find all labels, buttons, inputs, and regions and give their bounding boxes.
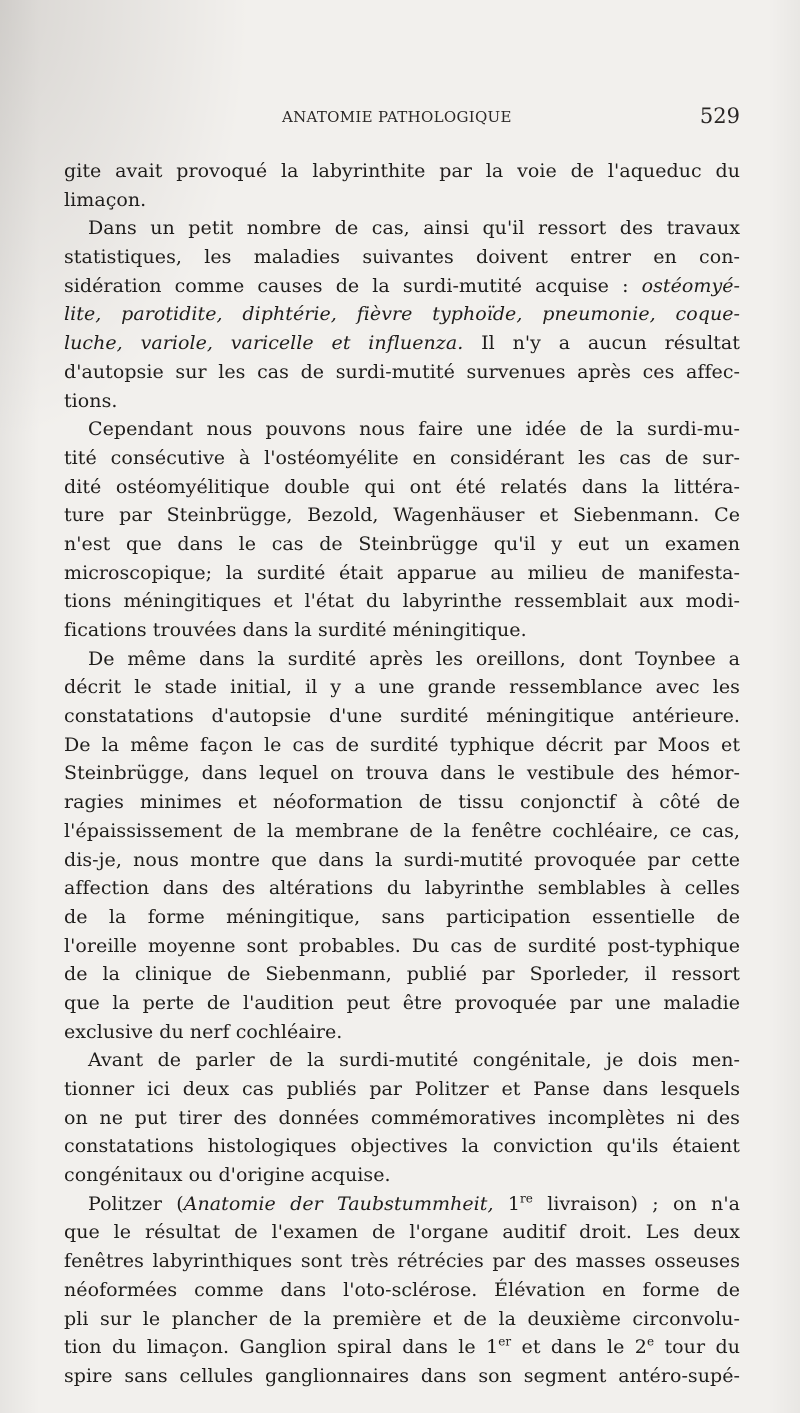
italic-title: Anatomie der Taubstummheit,: [183, 1192, 494, 1215]
text-line: statistiques, les maladies suivantes doivent entrer en con-: [64, 246, 740, 269]
superscript: re: [520, 1191, 533, 1206]
running-title: ANATOMIE PATHOLOGIQUE: [282, 108, 512, 126]
text-line: on ne put tirer des données commémoratives incomplètes ni des: [64, 1106, 740, 1129]
text-line: congénitaux ou d'origine acquise.: [64, 1164, 391, 1187]
text-line: dité ostéomyélitique double qui ont été relatés dans la littéra-: [64, 475, 740, 498]
text-span: Il n'y a aucun résultat: [463, 332, 740, 355]
text-span: livraison) ; on n'a: [532, 1192, 740, 1215]
text-line: ragies minimes et néoformation de tissu conjonctif à côté de: [64, 791, 740, 814]
text-line: affection dans des altérations du labyrinthe semblables à celles: [64, 877, 740, 900]
text-line: [64, 1190, 740, 1219]
text-line: fications trouvées dans la surdité méningitique.: [64, 619, 527, 641]
text-line: néoformées comme dans l'oto-sclérose. Élévation en forme de: [64, 1278, 740, 1301]
text-span: et dans le 2: [511, 1336, 647, 1359]
text-line: fenêtres labyrinthiques sont très rétrécies par des masses osseuses: [64, 1250, 740, 1273]
superscript: e: [646, 1334, 655, 1349]
text-line: de la forme méningitique, sans participation essentielle de: [64, 905, 740, 928]
page-number: 529: [699, 104, 740, 128]
text-line: tions.: [64, 389, 118, 412]
text-line: Steinbrügge, dans lequel on trouva dans le vestibule des hémor-: [64, 762, 740, 785]
text-line: [64, 272, 740, 301]
text-line: [64, 329, 740, 358]
text-span: Politzer (: [88, 1192, 184, 1215]
italic-term: luche, variole, varicelle et influenza.: [64, 332, 464, 355]
text-line: gite avait provoqué la labyrinthite par la voie de l'aqueduc du: [64, 160, 740, 182]
text-line: constatations d'autopsie d'une surdité méningitique antérieure.: [64, 705, 740, 728]
page-header: [64, 104, 740, 134]
text-line: De la même façon le cas de surdité typhique décrit par Moos et: [64, 733, 740, 756]
text-line: limaçon.: [64, 188, 147, 211]
text-span: sidération comme causes de la surdi-mutité acquise :: [64, 274, 642, 297]
text-line: n'est que dans le cas de Steinbrügge qu'il y eut un examen: [64, 532, 740, 555]
text-line: exclusive du nerf cochléaire.: [64, 1020, 343, 1043]
text-line: Cependant nous pouvons nous faire une idée de la surdi-mu-: [88, 418, 740, 441]
text-line: tionner ici deux cas publiés par Politzer et Panse dans lesquels: [64, 1078, 740, 1100]
text-line: l'épaississement de la membrane de la fenêtre cochléaire, ce cas,: [64, 819, 740, 842]
text-line: microscopique; la surdité était apparue au milieu de manifesta-: [64, 561, 740, 584]
text-line: [64, 1333, 740, 1362]
text-line: pli sur le plancher de la première et de la deuxième circonvolu-: [64, 1307, 740, 1330]
body-text: [64, 157, 740, 1391]
text-line: constatations histologiques objectives la conviction qu'ils étaient: [64, 1135, 740, 1158]
superscript: er: [498, 1334, 512, 1349]
text-line: que le résultat de l'examen de l'organe auditif droit. Les deux: [64, 1221, 740, 1244]
text-line: l'oreille moyenne sont probables. Du cas de surdité post-typhique: [64, 934, 740, 957]
text-line: ture par Steinbrügge, Bezold, Wagenhäuser et Siebenmann. Ce: [64, 504, 740, 527]
text-span: 1: [493, 1192, 520, 1215]
text-span: tour du: [654, 1336, 740, 1359]
text-line: De même dans la surdité après les oreillons, dont Toynbee a: [88, 647, 740, 670]
text-line: d'autopsie sur les cas de surdi-mutité survenues après ces affec-: [64, 360, 740, 383]
italic-line: lite, parotidite, diphtérie, fièvre typhoïde, pneumonie, coque-: [64, 303, 740, 326]
text-line: dis-je, nous montre que dans la surdi-mutité provoquée par cette: [64, 848, 740, 871]
text-line: spire sans cellules ganglionnaires dans son segment antéro-supé-: [64, 1364, 740, 1387]
italic-term: ostéomyé-: [641, 274, 740, 297]
text-span: tion du limaçon. Ganglion spiral dans le 1: [64, 1336, 499, 1359]
text-line: décrit le stade initial, il y a une grande ressemblance avec les: [64, 676, 740, 699]
text-line: tité consécutive à l'ostéomyélite en considérant les cas de sur-: [64, 446, 740, 469]
text-line: que la perte de l'audition peut être provoquée par une maladie: [64, 991, 740, 1014]
text-line: tions méningitiques et l'état du labyrinthe ressemblait aux modi-: [64, 590, 740, 613]
text-line: Avant de parler de la surdi-mutité congénitale, je dois men-: [88, 1049, 740, 1072]
text-line: Dans un petit nombre de cas, ainsi qu'il ressort des travaux: [88, 217, 740, 240]
text-line: de la clinique de Siebenmann, publié par Sporleder, il ressort: [64, 963, 740, 986]
